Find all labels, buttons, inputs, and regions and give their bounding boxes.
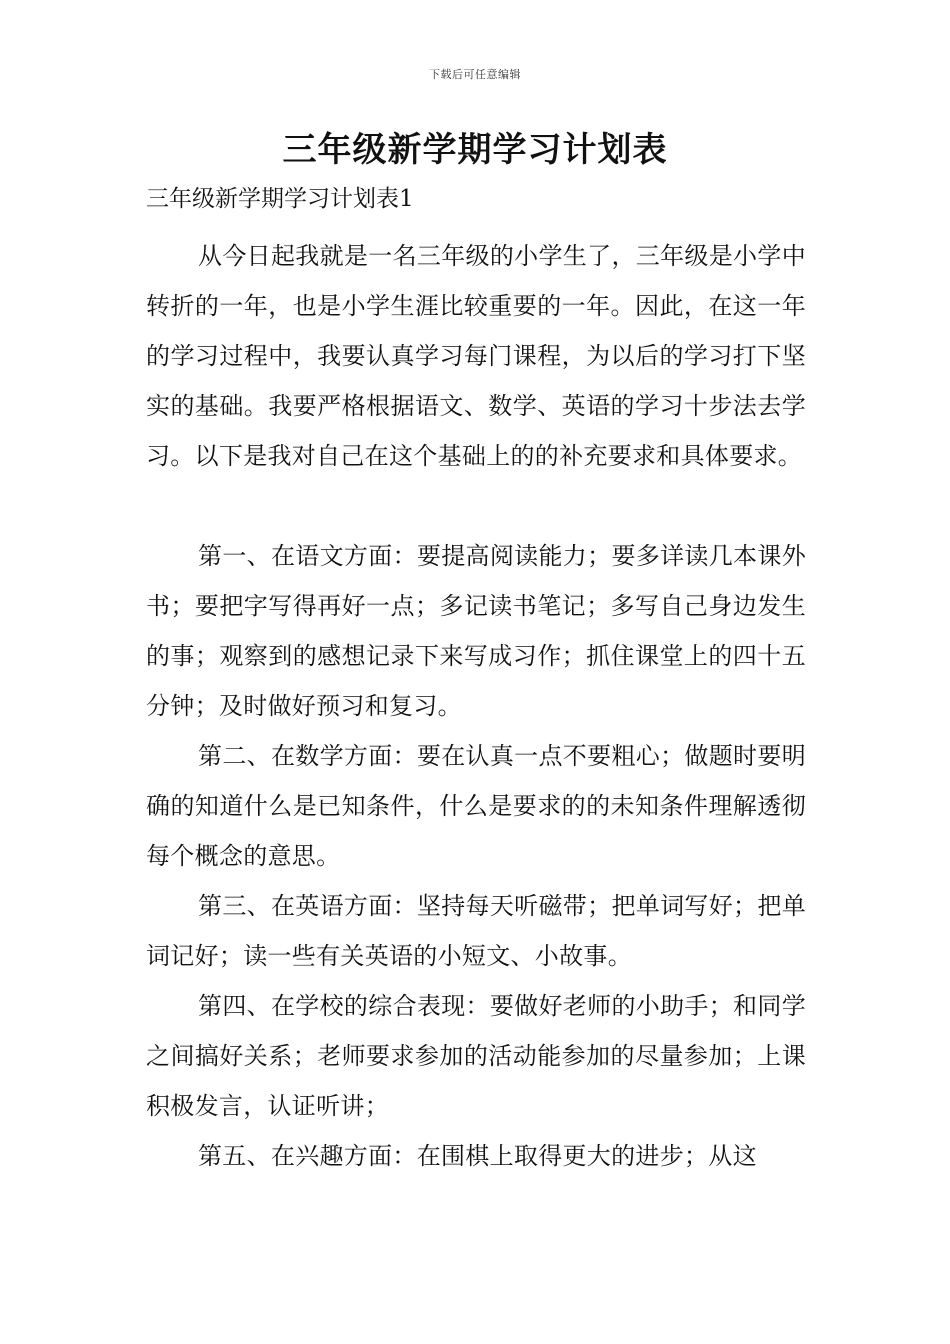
paragraph-intro: 从今日起我就是一名三年级的小学生了，三年级是小学中转折的一年，也是小学生涯比较重要的一年。因此，在这一年的学习过程中，我要认真学习每门课程，为以后的学习打下坚实的基础。我要严格根据语文、数学、英语的学习十步法去学习。以下是我对自己在这个基础上的的补充要求和具体要求。 [146, 242, 806, 470]
document-body [146, 231, 806, 1181]
paragraph-chinese: 第一、在语文方面：要提高阅读能力；要多详读几本课外书；要把字写得再好一点；多记读书笔记；多写自己身边发生的事；观察到的感想记录下来写成习作；抓住课堂上的四十五分钟；及时做好预习和复习。 [146, 542, 806, 720]
paragraph-english: 第三、在英语方面：坚持每天听磁带；把单词写好；把单词记好；读一些有关英语的小短文、小故事。 [146, 892, 806, 970]
paragraph-math: 第二、在数学方面：要在认真一点不要粗心；做题时要明确的知道什么是已知条件，什么是要求的的未知条件理解透彻每个概念的意思。 [146, 742, 806, 870]
document-subtitle: 三年级新学期学习计划表1 [146, 186, 414, 212]
document-title: 三年级新学期学习计划表 [282, 130, 668, 170]
paragraph-interests: 第五、在兴趣方面：在围棋上取得更大的进步；从这 [198, 1142, 757, 1170]
paragraph-school-performance: 第四、在学校的综合表现：要做好老师的小助手；和同学之间搞好关系；老师要求参加的活动能参加的尽量参加；上课积极发言，认证听讲； [146, 992, 806, 1120]
header-note: 下载后可任意编辑 [429, 68, 521, 81]
paragraph-gap [146, 481, 806, 531]
